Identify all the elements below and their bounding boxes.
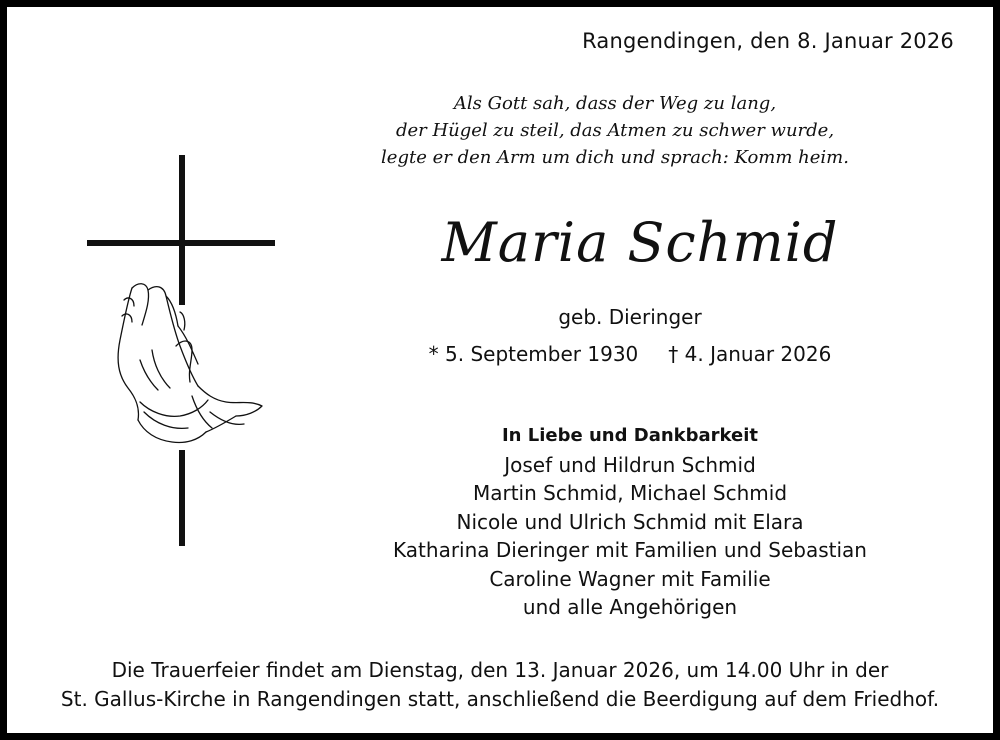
praying-hands-icon (118, 284, 262, 443)
mourner-line: Martin Schmid, Michael Schmid (472, 481, 788, 505)
mourner-line: Caroline Wagner mit Familie (489, 566, 771, 591)
mourner-line: Nicole und Ulrich Schmid mit Elara (456, 509, 804, 534)
ceremony-line: Die Trauerfeier findet am Dienstag, den 13. Januar 2026, um 14.00 Uhr in der (111, 658, 889, 682)
poem (355, 90, 875, 171)
place-and-date: Rangendingen, den 8. Januar 2026 (582, 29, 954, 53)
mourner-line: und alle Angehörigen (522, 595, 738, 619)
mourner-line: Katharina Dieringer mit Familien und Sebastian (393, 538, 867, 562)
birth-name: geb. Dieringer (558, 305, 702, 329)
life-dates (380, 342, 880, 366)
ceremony-announcement (20, 656, 980, 714)
poem-line: legte er den Arm um dich und sprach: Komm heim. (381, 147, 849, 168)
mourners-intro: In Liebe und Dankbarkeit (501, 425, 759, 446)
mourners-list (330, 422, 930, 622)
mourner-line: Josef und Hildrun Schmid (504, 452, 756, 477)
ceremony-line: St. Gallus-Kirche in Rangendingen statt, anschließend die Beerdigung auf dem Friedhof. (60, 687, 940, 711)
cross-icon (87, 155, 275, 546)
poem-line: Als Gott sah, dass der Weg zu lang, (453, 93, 777, 114)
deceased-name: Maria Schmid (441, 211, 839, 274)
cross-with-hands-artwork (80, 150, 280, 550)
poem-line: der Hügel zu steil, das Atmen zu schwer wurde, (395, 120, 835, 141)
death-date: † 4. Januar 2026 (668, 342, 832, 366)
birth-date: * 5. September 1930 (428, 342, 639, 366)
